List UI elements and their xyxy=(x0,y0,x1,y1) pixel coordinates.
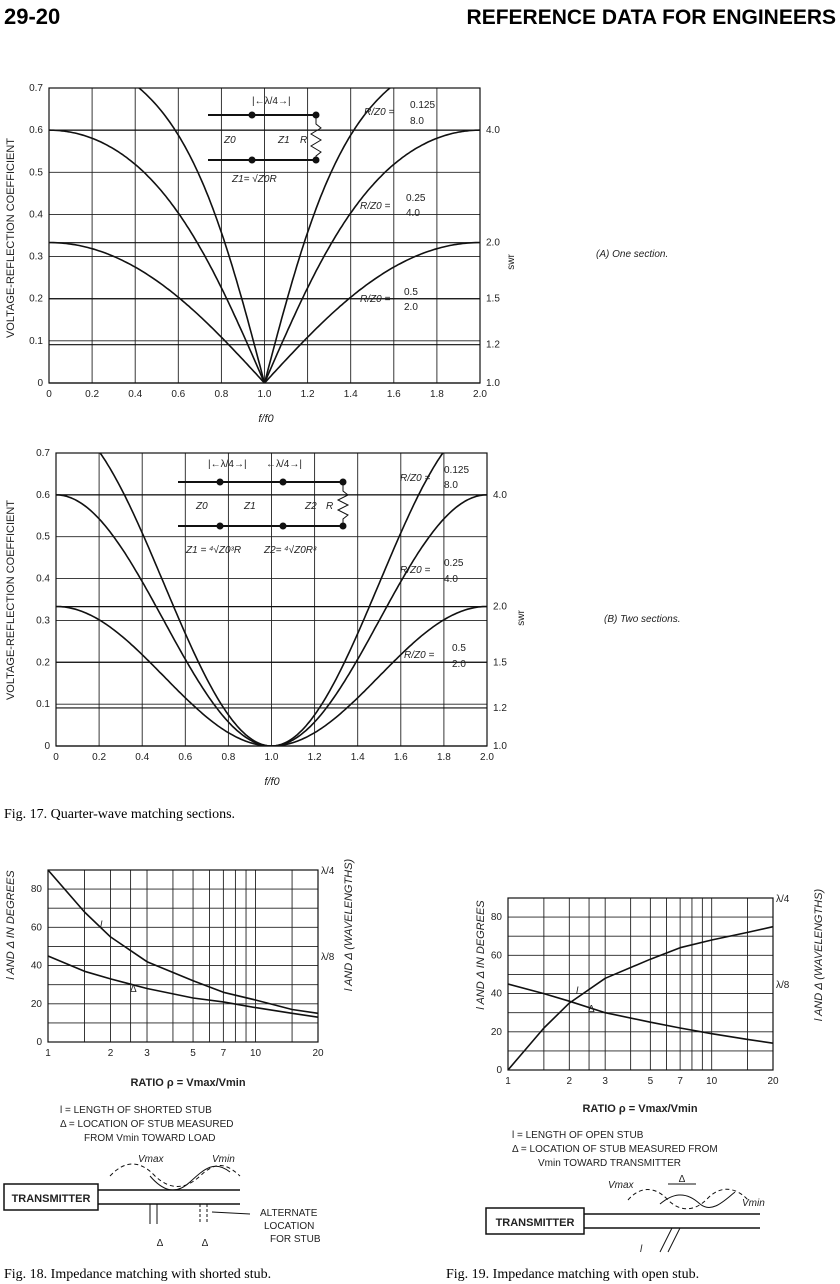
fig19-transmitter-label: TRANSMITTER xyxy=(495,1217,575,1229)
x-tick-label: 10 xyxy=(706,1076,718,1087)
x-tick-label: 1.0 xyxy=(257,389,272,400)
fig18-curve-l-label: l xyxy=(100,920,103,931)
x-tick-label: 20 xyxy=(767,1076,779,1087)
y-tick-label: 60 xyxy=(490,950,502,962)
y-tick-label: 80 xyxy=(30,884,42,896)
y-tick-label: 40 xyxy=(490,988,502,1000)
y-tick-label: 0.5 xyxy=(36,531,50,543)
y-tick-label: 0.6 xyxy=(36,489,50,501)
y-tick-label: 0.6 xyxy=(29,125,43,137)
fig17b-xlabel: f/f0 xyxy=(264,776,280,788)
fig18-transmitter-label: TRANSMITTER xyxy=(11,1193,91,1205)
x-tick-label: 0.4 xyxy=(135,752,150,763)
fig18-legend-d1: Δ = LOCATION OF STUB MEASURED xyxy=(60,1119,234,1130)
fig18-curve-d-label: Δ xyxy=(130,984,137,995)
fig18-vmax: Vmax xyxy=(138,1154,164,1165)
x-tick-label: 1.2 xyxy=(300,389,315,400)
x-tick-label: 1.0 xyxy=(264,752,279,763)
y-tick-label: 0.2 xyxy=(36,657,50,669)
insetB-lambda2: ←λ/4→| xyxy=(266,459,302,470)
fig19-stub-l: l xyxy=(640,1244,643,1255)
fig18-alt2: LOCATION xyxy=(264,1221,315,1232)
x-tick-label: 1.8 xyxy=(429,389,444,400)
y-tick-label: 80 xyxy=(490,912,502,924)
fig17a-panel-label: (A) One section. xyxy=(596,249,669,260)
fig18-delta2: Δ xyxy=(201,1238,209,1249)
fig17b-ratio-labels xyxy=(400,465,469,670)
x-tick-label: 2 xyxy=(566,1076,573,1087)
ratioB-2-lead: R/Z0 = xyxy=(400,565,431,576)
fig18-ylabel: l AND Δ IN DEGREES xyxy=(5,870,17,980)
fig17-caption: Fig. 17. Quarter-wave matching sections. xyxy=(4,807,236,822)
x-tick-label: 1.6 xyxy=(393,752,408,763)
ratioA-1-top: 0.125 xyxy=(410,100,436,111)
fig17b-chart xyxy=(36,420,507,763)
right-tick-label: λ/4 xyxy=(776,894,790,905)
insetB-f1: Z1 = ⁴√Z0³R xyxy=(186,545,242,556)
ratioB-3-lead: R/Z0 = xyxy=(404,650,435,661)
swr-tick-label: 1.5 xyxy=(493,657,507,669)
ratioA-3-bot: 2.0 xyxy=(404,302,418,313)
x-tick-label: 1.4 xyxy=(343,389,358,400)
x-tick-label: 0.6 xyxy=(171,389,186,400)
insetB-z1: Z1 xyxy=(244,501,256,512)
fig17a-xlabel: f/f0 xyxy=(258,413,274,425)
swr-tick-label: 1.0 xyxy=(486,378,500,389)
fig18-chart xyxy=(31,866,335,1059)
x-tick-label: 3 xyxy=(602,1076,608,1087)
y-tick-label: 0 xyxy=(44,741,50,752)
insetB-z2: Z2 xyxy=(305,501,317,512)
fig17b-inset xyxy=(178,459,348,556)
x-tick-label: 1 xyxy=(505,1076,511,1087)
fig17a-swr-label: swr xyxy=(506,254,517,270)
ratioA-3-lead: R/Z0 = xyxy=(360,294,391,305)
ratioA-1-lead: R/Z0 = xyxy=(364,107,395,118)
fig19-caption: Fig. 19. Impedance matching with open stub. xyxy=(446,1267,700,1282)
fig19-curve-l-label: l xyxy=(576,986,579,997)
fig19-vmin: Vmin xyxy=(742,1198,765,1209)
x-tick-label: 2.0 xyxy=(473,389,487,400)
fig18-alt3: FOR STUB xyxy=(270,1234,321,1245)
ratioB-2-top: 0.25 xyxy=(444,558,464,569)
ratioA-3-top: 0.5 xyxy=(404,287,418,298)
page-number: 29-20 xyxy=(4,4,61,29)
x-tick-label: 3 xyxy=(144,1048,150,1059)
y-tick-label: 0.4 xyxy=(36,573,50,585)
ratioA-2-lead: R/Z0 = xyxy=(360,201,391,212)
y-tick-label: 0.5 xyxy=(29,167,43,179)
swr-tick-label: 1.2 xyxy=(493,702,507,714)
ratioB-1-lead: R/Z0 = xyxy=(400,473,431,484)
swr-tick-label: 2.0 xyxy=(493,601,507,613)
swr-tick-label: 4.0 xyxy=(486,125,500,137)
ratioB-3-bot: 2.0 xyxy=(452,659,466,670)
y-tick-label: 0 xyxy=(37,378,43,389)
stub-curve-delta xyxy=(508,984,773,1043)
y-tick-label: 0.7 xyxy=(36,448,50,459)
fig18-line-diagram xyxy=(4,1154,321,1249)
x-tick-label: 7 xyxy=(677,1076,683,1087)
ratioB-2-bot: 4.0 xyxy=(444,574,458,585)
insetA-lambda: |←λ/4→| xyxy=(252,96,291,107)
swr-tick-label: 4.0 xyxy=(493,489,507,501)
fig18-xlabel: RATIO ρ = Vmax/Vmin xyxy=(130,1077,246,1089)
x-tick-label: 1.8 xyxy=(436,752,451,763)
x-tick-label: 0 xyxy=(46,389,52,400)
ratioB-1-bot: 8.0 xyxy=(444,480,458,491)
fig18-delta1: Δ xyxy=(156,1238,164,1249)
right-tick-label: λ/4 xyxy=(321,866,335,877)
stub-curve-length xyxy=(48,870,318,1013)
fig19-legend-d1: Δ = LOCATION OF STUB MEASURED FROM xyxy=(512,1144,718,1155)
insetB-f2: Z2= ⁴√Z0R³ xyxy=(264,545,317,556)
x-tick-label: 10 xyxy=(249,1048,262,1059)
fig17b-ylabel: VOLTAGE-REFLECTION COEFFICIENT xyxy=(5,499,17,701)
y-tick-label: 0 xyxy=(496,1065,502,1076)
fig19-curve-d-label: Δ xyxy=(588,1004,595,1015)
y-tick-label: 0.1 xyxy=(36,699,50,711)
fig17b-panel-label: (B) Two sections. xyxy=(604,614,681,625)
fig18-caption: Fig. 18. Impedance matching with shorted stub. xyxy=(4,1267,272,1282)
fig17b-swr-label: swr xyxy=(516,610,527,626)
y-tick-label: 20 xyxy=(30,998,42,1010)
x-tick-label: 0 xyxy=(53,752,59,763)
x-tick-label: 1.2 xyxy=(307,752,322,763)
fig19-xlabel: RATIO ρ = Vmax/Vmin xyxy=(582,1103,698,1115)
fig19-chart xyxy=(491,894,790,1087)
ratioB-1-top: 0.125 xyxy=(444,465,470,476)
right-tick-label: λ/8 xyxy=(776,980,790,991)
page-header-title: REFERENCE DATA FOR ENGINEERS xyxy=(466,6,836,29)
fig19-legend-d2: Vmin TOWARD TRANSMITTER xyxy=(538,1158,681,1169)
swr-tick-label: 1.0 xyxy=(493,741,507,752)
y-tick-label: 0.2 xyxy=(29,293,43,305)
x-tick-label: 1.4 xyxy=(350,752,365,763)
swr-tick-label: 1.5 xyxy=(486,293,500,305)
x-tick-label: 5 xyxy=(190,1048,196,1059)
x-tick-label: 0.2 xyxy=(92,752,107,763)
x-tick-label: 2.0 xyxy=(480,752,494,763)
fig19-ylabel: l AND Δ IN DEGREES xyxy=(475,900,487,1010)
fig18-legend-d2: FROM Vmin TOWARD LOAD xyxy=(84,1133,216,1144)
right-tick-label: λ/8 xyxy=(321,952,335,963)
insetB-lambda1: |←λ/4→| xyxy=(208,459,247,470)
fig19-legend-l: l = LENGTH OF OPEN STUB xyxy=(512,1130,644,1141)
x-tick-label: 1.6 xyxy=(386,389,401,400)
fig19-ylabel-right: l AND Δ (WAVELENGTHS) xyxy=(813,888,825,1022)
x-tick-label: 0.2 xyxy=(85,389,100,400)
y-tick-label: 0.3 xyxy=(29,251,43,263)
y-tick-label: 0.3 xyxy=(36,615,50,627)
y-tick-label: 20 xyxy=(490,1026,502,1038)
fig19-line-diagram xyxy=(486,1174,765,1255)
ratioA-1-bot: 8.0 xyxy=(410,116,424,127)
fig17a-ylabel: VOLTAGE-REFLECTION COEFFICIENT xyxy=(5,137,17,339)
ratioB-3-top: 0.5 xyxy=(452,643,466,654)
fig19-delta: Δ xyxy=(678,1174,686,1185)
y-tick-label: 0 xyxy=(36,1037,42,1048)
ratioA-2-top: 0.25 xyxy=(406,193,426,204)
y-tick-label: 0.1 xyxy=(29,335,43,347)
insetA-z0: Z0 xyxy=(224,135,236,146)
x-tick-label: 1 xyxy=(45,1048,51,1059)
insetA-z1: Z1 xyxy=(278,135,290,146)
insetA-formula: Z1= √Z0R xyxy=(232,174,277,185)
x-tick-label: 7 xyxy=(220,1048,227,1059)
x-tick-label: 0.6 xyxy=(178,752,193,763)
plot-frame xyxy=(48,870,318,1042)
y-tick-label: 0.4 xyxy=(29,209,43,221)
x-tick-label: 20 xyxy=(312,1048,324,1059)
stub-curve-length xyxy=(508,927,773,1070)
x-tick-label: 0.8 xyxy=(221,752,236,763)
fig18-ylabel-right: l AND Δ (WAVELENGTHS) xyxy=(343,858,355,992)
fig18-vmin: Vmin xyxy=(212,1154,235,1165)
ratioA-2-bot: 4.0 xyxy=(406,208,420,219)
x-tick-label: 0.8 xyxy=(214,389,229,400)
y-tick-label: 0.7 xyxy=(29,83,43,94)
fig18-alt1: ALTERNATE xyxy=(260,1208,318,1219)
x-tick-label: 5 xyxy=(647,1076,654,1087)
fig18-legend-l: l = LENGTH OF SHORTED STUB xyxy=(60,1105,212,1116)
x-tick-label: 2 xyxy=(107,1048,114,1059)
swr-tick-label: 2.0 xyxy=(486,237,500,249)
x-tick-label: 0.4 xyxy=(128,389,143,400)
insetA-r: R xyxy=(300,135,308,146)
swr-tick-label: 1.2 xyxy=(486,339,500,351)
y-tick-label: 40 xyxy=(30,960,42,972)
y-tick-label: 60 xyxy=(30,922,42,934)
plot-frame xyxy=(508,898,773,1070)
insetB-r: R xyxy=(326,501,334,512)
insetB-z0: Z0 xyxy=(196,501,208,512)
fig19-vmax: Vmax xyxy=(608,1180,634,1191)
